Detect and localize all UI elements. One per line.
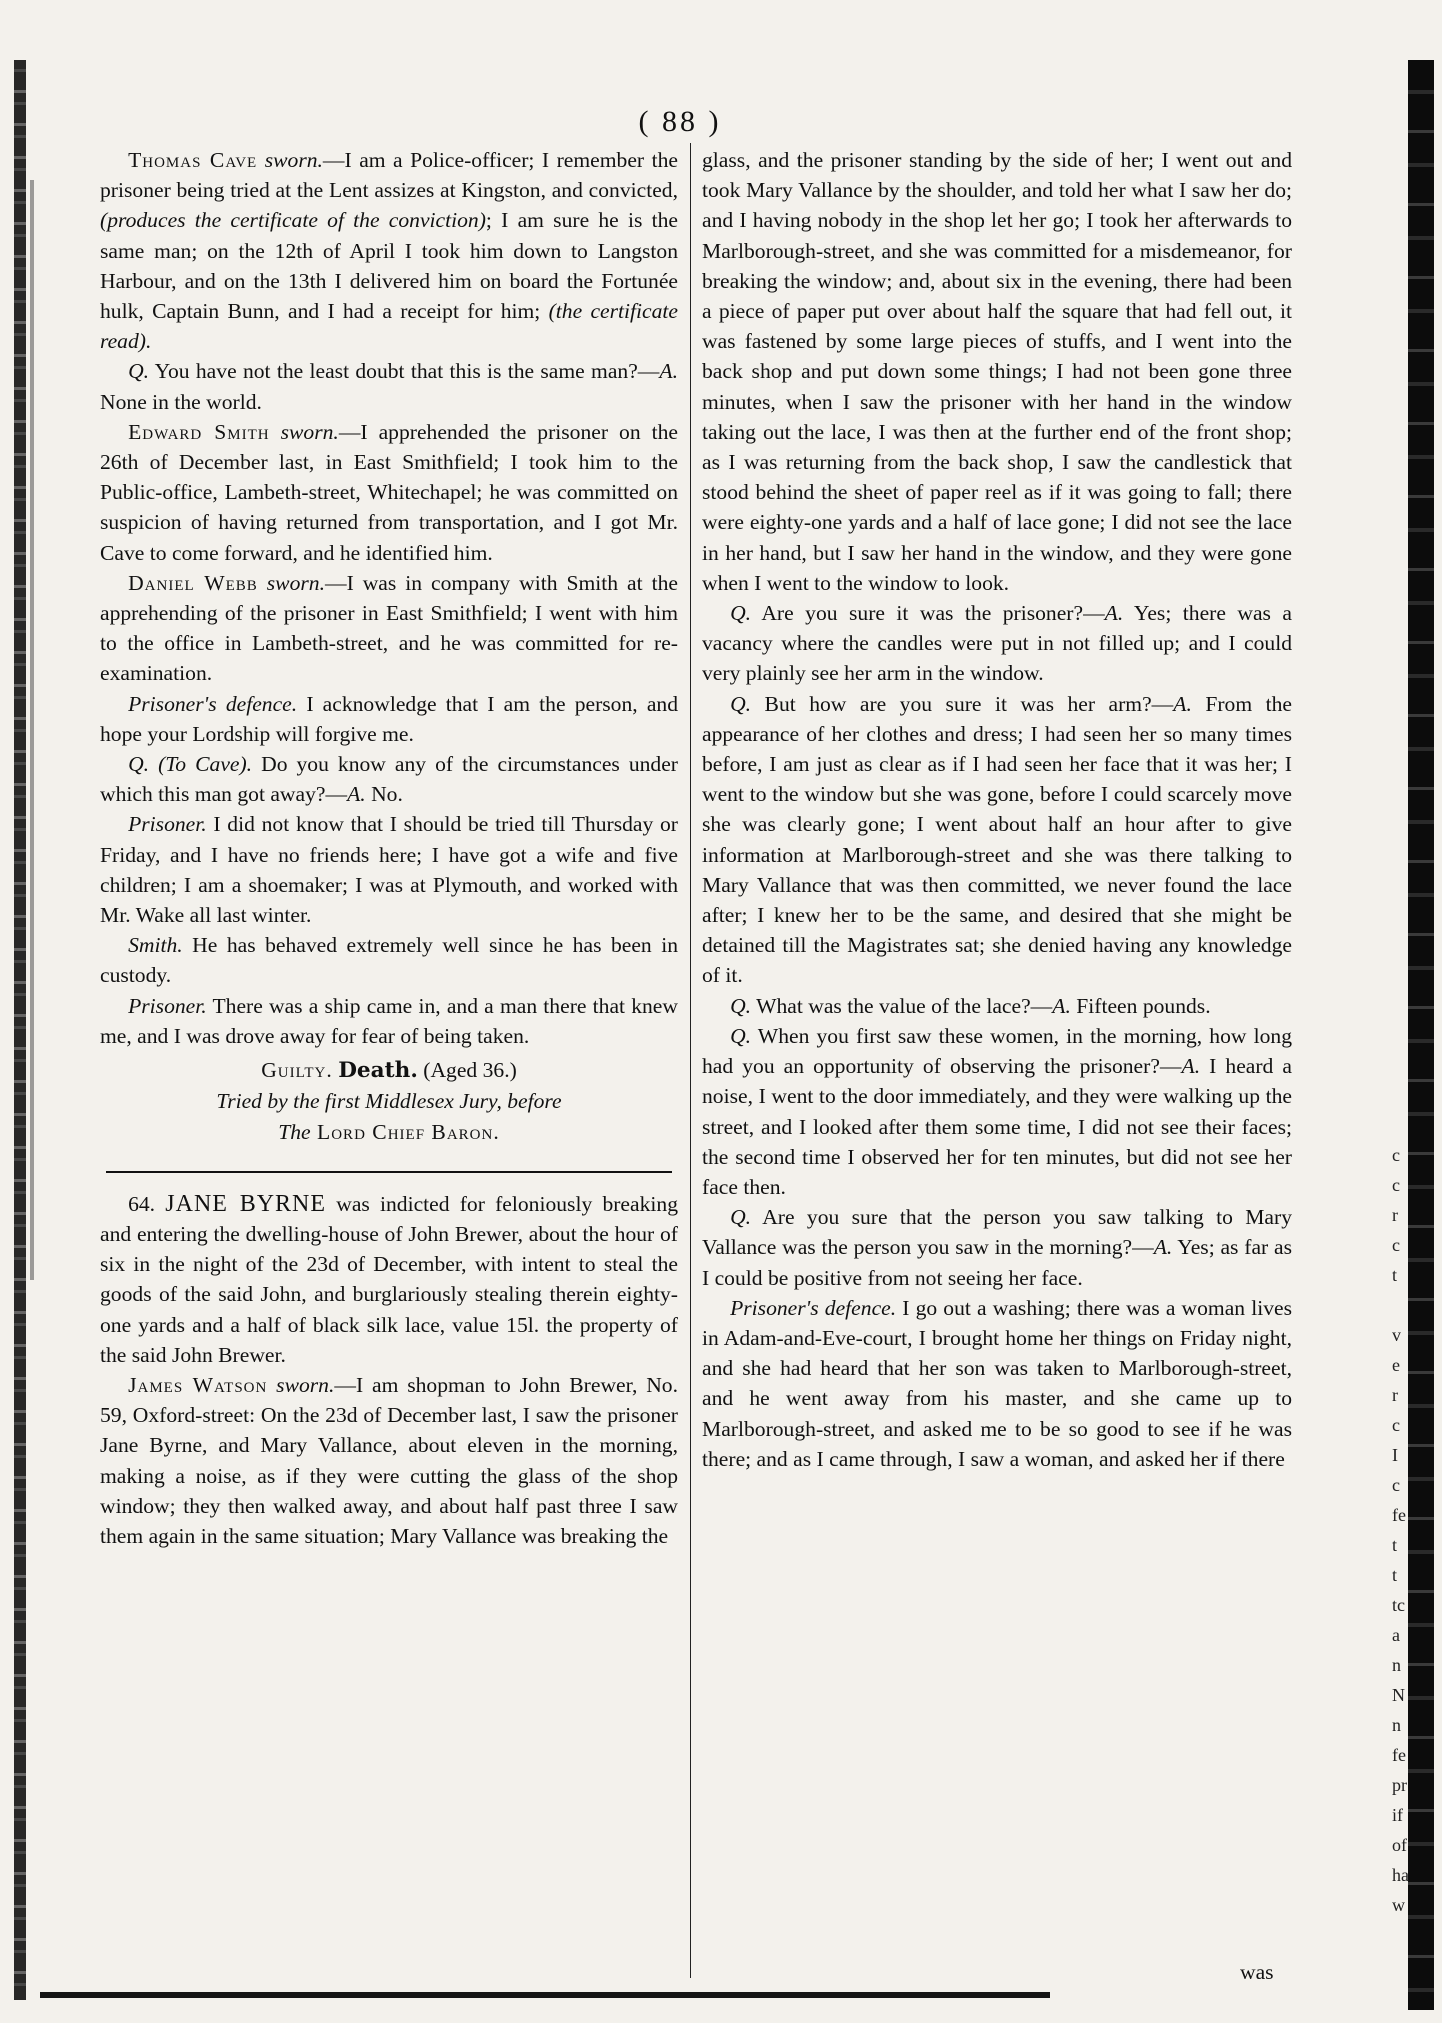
margin-fragment: c	[1392, 1475, 1400, 1495]
answer-marker: A.	[1104, 601, 1124, 626]
right-column	[702, 145, 1292, 1474]
judge-article: The	[278, 1119, 311, 1144]
margin-fragment: r	[1392, 1205, 1398, 1225]
witness-name: Edward Smith	[128, 419, 270, 444]
margin-fragment: n	[1392, 1715, 1401, 1735]
margin-fragment: c	[1392, 1175, 1400, 1195]
margin-fragment: of	[1392, 1835, 1407, 1855]
left-page-edge	[14, 60, 26, 2000]
margin-fragment: tc	[1392, 1595, 1405, 1615]
text: —I apprehended the prisoner on the 26th of December last, in East Smithfield; I took him to the Public-office, Lambeth-street, Whitechapel; he was committed on suspicion of having returned from transportation, and I got Mr. Cave to come forward, and he identified him.	[100, 419, 678, 565]
paragraph	[100, 417, 678, 568]
paragraph	[100, 568, 678, 689]
verdict	[100, 1055, 678, 1086]
paragraph	[100, 809, 678, 930]
paragraph	[100, 749, 678, 809]
case-number: 64.	[128, 1191, 156, 1216]
text: I go out a washing; there was a woman lives in Adam-and-Eve-court, I brought home her things on Friday night, and she had heard that her son was taken to Marlborough-street, and he went away from his master, and she came up to Marlborough-street, and asked me to be so good to see if he was there; and as I came through, I saw a woman, and asked her if there	[702, 1295, 1293, 1471]
addressee: (To Cave).	[149, 752, 253, 777]
text: Do you know any of the circumstances under which this man got away?—	[100, 752, 678, 807]
paragraph	[702, 689, 1292, 991]
text: Are you sure that the person you saw talking to Mary Vallance was the person you saw in the morning?—	[702, 1205, 1292, 1260]
margin-fragment: ha	[1392, 1865, 1409, 1885]
speaker-label: Prisoner.	[128, 993, 207, 1018]
text: I heard a noise, I went to the door immediately, and they were walking up the street, and I looked after them some time, I did not see their faces; the second time I observed her for ten minutes, but did not see her face then.	[702, 1054, 1292, 1199]
judge-line	[100, 1117, 678, 1147]
left-column	[100, 145, 678, 1551]
speaker-label: Prisoner's defence.	[128, 691, 298, 716]
speaker-label: Smith.	[128, 933, 183, 958]
verdict-guilty: Guilty.	[261, 1058, 333, 1083]
text: When you first saw these women, in the morning, how long had you an opportunity of observing the prisoner?—	[702, 1023, 1292, 1079]
text: From the appearance of her clothes and dress; I had seen her so many times before, I am just as clear as if I had seen her face that it was her; I went to the window but she was gone, before I could scarcely move she was clearly gone; I went about half an hour after to give information at Marlborough-street and she was there talking to Mary Vallance that was then committed, we never found the lace after; I knew her to be the same, and desired that she might be detained till the Magistrates sat; she denied having any knowledge of it.	[702, 691, 1292, 988]
margin-fragment: c	[1392, 1145, 1400, 1165]
margin-fragment: if	[1392, 1805, 1403, 1825]
margin-fragment: N	[1392, 1685, 1405, 1705]
answer-marker: A.	[1173, 691, 1192, 716]
text: What was the value of the lace?—	[751, 993, 1053, 1018]
text: ; I am sure he is the same man; on the 12th of April I took him down to Langston Harbour, and on the 13th I delivered him on board the Fortunée hulk, Captain Bunn, and I had a receipt for him;	[100, 208, 678, 324]
speaker-label: Prisoner.	[128, 812, 207, 837]
question-marker: Q.	[730, 993, 752, 1018]
margin-fragment: a	[1392, 1625, 1400, 1645]
text: —I am shopman to John Brewer, No. 59, Oxford-street: On the 23d of December last, I saw the prisoner Jane Byrne, and Mary Vallance, about eleven in the morning, making a noise, as if they were cutting the glass of the shop window; they then walked away, and about half past three I saw them again in the same situation; Mary Vallance was breaking the	[100, 1372, 678, 1548]
page-number: ( 88 )	[638, 105, 722, 138]
margin-fragment: r	[1392, 1385, 1398, 1405]
text: Fifteen pounds.	[1070, 993, 1211, 1018]
italic-note: (produces the certificate of the conviction)	[100, 208, 486, 233]
text: But how are you sure it was her arm?—	[751, 691, 1174, 716]
text: I acknowledge that I am the person, and hope your Lordship will forgive me.	[100, 691, 678, 746]
tried-by-line: Tried by the first Middlesex Jury, before	[216, 1089, 562, 1114]
text: Yes; there was a vacancy where the candles were put in not filled up; and I could very plainly see her arm in the window.	[702, 601, 1292, 686]
case-heading	[100, 1189, 678, 1370]
verdict-age: (Aged 36.)	[417, 1058, 517, 1083]
column-divider	[690, 143, 691, 1978]
answer-marker: A.	[1153, 1235, 1173, 1260]
margin-fragment: w	[1392, 1895, 1405, 1915]
text: None in the world.	[100, 389, 262, 414]
case-divider	[106, 1171, 672, 1173]
paragraph	[100, 356, 678, 416]
paragraph	[100, 145, 678, 356]
paragraph	[100, 930, 678, 990]
paragraph	[702, 1293, 1292, 1474]
question-marker: Q.	[730, 1205, 752, 1230]
margin-fragment: n	[1392, 1655, 1401, 1675]
margin-fragment: c	[1392, 1415, 1400, 1435]
bottom-rule	[40, 1992, 1050, 1998]
margin-fragment: v	[1392, 1325, 1401, 1345]
margin-fragment: pr	[1392, 1775, 1407, 1795]
question-marker: Q.	[128, 752, 150, 777]
speaker-label: Prisoner's defence.	[730, 1295, 897, 1320]
margin-fragment: c	[1392, 1235, 1400, 1255]
margin-fragment: e	[1392, 1355, 1400, 1375]
paragraph	[100, 1370, 678, 1551]
text: You have not the least doubt that this is the same man?—	[149, 359, 660, 384]
left-page-edge-inner	[30, 180, 34, 1280]
paragraph: glass, and the prisoner standing by the side of her; I went out and took Mary Vallance by the shoulder, and told her what I saw her do; and I having nobody in the shop let her go; I took her afterwards to Marlborough-street, and she was committed for a misdemeanor, for breaking the window; and, about six in the evening, there had been a piece of paper put over about half the square that had fell out, it was fastened by some large pieces of stuffs, and I went into the back shop and put down some things; I had not been gone three minutes, when I saw the prisoner with her hand in the window taking out the lace, I was then at the further end of the front shop; as I was returning from the back shop, I saw the candlestick that stood behind the sheet of paper reel as if it was going to fall; there were eighty-one yards and a half of lace gone; I did not see the lace in her hand, but I saw her hand in the window, and they were gone when I went to the window to look.	[702, 148, 1292, 595]
witness-name: James Watson	[128, 1372, 268, 1397]
text: No.	[365, 782, 403, 807]
answer-marker: A.	[1181, 1054, 1201, 1079]
question-marker: Q.	[730, 691, 752, 716]
margin-fragment	[1392, 1290, 1420, 1320]
question-marker: Q.	[128, 359, 150, 384]
question-marker: Q.	[730, 601, 752, 626]
text: There was a ship came in, and a man there that knew me, and I was drove away for fear of being taken.	[100, 993, 678, 1048]
margin-fragment: t	[1392, 1565, 1398, 1585]
margin-fragment: t	[1392, 1535, 1398, 1555]
sworn-label: sworn.	[280, 419, 339, 444]
answer-marker: A.	[659, 359, 678, 384]
question-marker: Q.	[730, 1023, 752, 1048]
defendant-name: JANE BYRNE	[165, 1190, 327, 1217]
paragraph	[100, 991, 678, 1051]
witness-name: Thomas Cave	[128, 148, 258, 172]
answer-marker: A.	[1052, 993, 1071, 1018]
judge-name: Lord Chief Baron.	[310, 1119, 500, 1144]
paragraph	[100, 689, 678, 749]
margin-fragment: I	[1392, 1445, 1398, 1465]
paragraph	[702, 1021, 1292, 1202]
margin-fragment: fe	[1392, 1505, 1406, 1525]
witness-name: Daniel Webb	[128, 570, 258, 595]
paragraph	[702, 1202, 1292, 1293]
text: Yes; as far as I could be positive from not seeing her face.	[702, 1235, 1292, 1290]
text: —I was in company with Smith at the apprehending of the prisoner in East Smithfield; I went with him to the office in Lambeth-street, and he was committed for re-examination.	[100, 570, 678, 686]
italic-note: (the certificate read).	[100, 299, 678, 354]
sworn-label: sworn.	[266, 570, 325, 595]
text: I did not know that I should be tried till Thursday or Friday, and I have no friends here; I have got a wife and five children; I am a shoemaker; I was at Plymouth, and worked with Mr. Wake all last winter.	[100, 812, 678, 928]
text: Are you sure it was the prisoner?—	[751, 601, 1105, 626]
margin-fragment: fe	[1392, 1745, 1406, 1765]
answer-marker: A.	[347, 782, 366, 807]
margin-fragment: t	[1392, 1265, 1398, 1285]
indictment-text: was indicted for feloniously breaking and entering the dwelling-house of John Brewer, about the hour of six in the night of the 23d of December, with intent to steal the goods of the said John, and burglariously stealing therein eighty-one yards and a half of black silk lace, value 15l. the property of the said John Brewer.	[100, 1191, 678, 1367]
paragraph	[702, 598, 1292, 689]
sworn-label: sworn.	[276, 1372, 335, 1397]
verdict-sentence: Death.	[338, 1058, 418, 1084]
next-page-bleed-text	[1392, 1140, 1420, 1920]
paragraph	[702, 991, 1292, 1021]
sworn-label: sworn.	[264, 148, 323, 172]
text: —I am a Police-officer; I remember the prisoner being tried at the Lent assizes at Kingston, and convicted,	[100, 148, 678, 203]
catchword: was	[1240, 1960, 1274, 1984]
text: He has behaved extremely well since he has been in custody.	[100, 933, 678, 988]
